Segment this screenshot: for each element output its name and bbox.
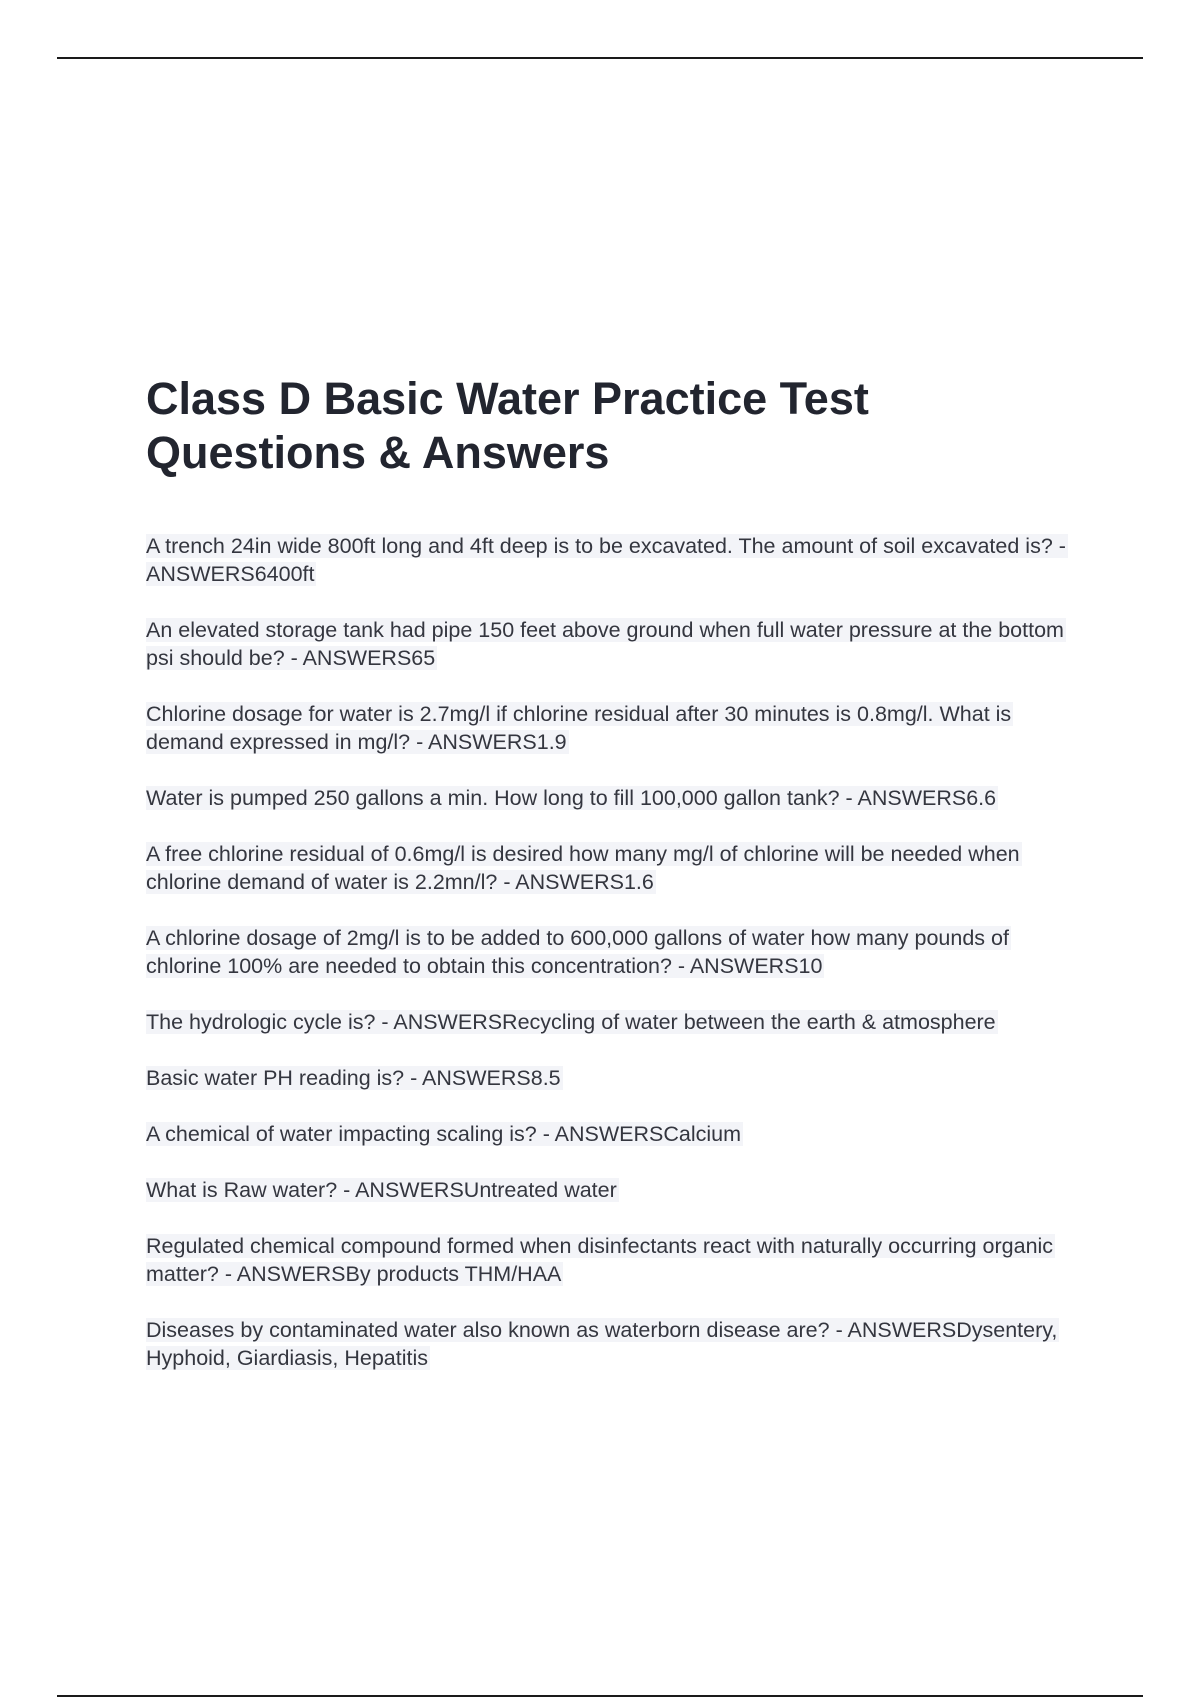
bottom-rule: [57, 1695, 1143, 1697]
qa-item: [146, 1064, 1086, 1092]
qa-item: [146, 1232, 1086, 1288]
qa-text: A chlorine dosage of 2mg/l is to be added to 600,000 gallons of water how many pounds of chlorine 100% are needed to obtain this concentration? - ANSWERS10: [146, 926, 1009, 978]
qa-text: Diseases by contaminated water also known as waterborn disease are? - ANSWERSDysentery, Hyphoid, Giardiasis, Hepatitis: [146, 1318, 1058, 1370]
qa-text: A trench 24in wide 800ft long and 4ft deep is to be excavated. The amount of soil excavated is? - ANSWERS6400ft: [146, 534, 1066, 586]
qa-text: The hydrologic cycle is? - ANSWERSRecycling of water between the earth & atmosphere: [146, 1010, 996, 1034]
qa-item: [146, 924, 1086, 980]
qa-text: Regulated chemical compound formed when disinfectants react with naturally occurring organic matter? - ANSWERSBy products THM/HAA: [146, 1234, 1054, 1286]
document-body: [146, 372, 1086, 1400]
qa-item: [146, 1008, 1086, 1036]
top-rule: [57, 57, 1143, 59]
qa-text: An elevated storage tank had pipe 150 feet above ground when full water pressure at the bottom psi should be? - ANSWERS65: [146, 618, 1064, 670]
qa-item: [146, 616, 1086, 672]
qa-item: [146, 840, 1086, 896]
qa-item: [146, 700, 1086, 756]
qa-list: [146, 532, 1086, 1372]
document-title: Class D Basic Water Practice Test Questions & Answers: [146, 373, 869, 478]
qa-item: [146, 1316, 1086, 1372]
qa-item: [146, 532, 1086, 588]
qa-text: Chlorine dosage for water is 2.7mg/l if chlorine residual after 30 minutes is 0.8mg/l. What is demand expressed in mg/l? - ANSWERS1.9: [146, 702, 1012, 754]
qa-item: [146, 1176, 1086, 1204]
qa-item: [146, 1120, 1086, 1148]
qa-item: [146, 784, 1086, 812]
qa-text: Basic water PH reading is? - ANSWERS8.5: [146, 1066, 561, 1090]
qa-text: What is Raw water? - ANSWERSUntreated water: [146, 1178, 617, 1202]
qa-text: A free chlorine residual of 0.6mg/l is desired how many mg/l of chlorine will be needed when chlorine demand of water is 2.2mn/l? - ANSWERS1.6: [146, 842, 1020, 894]
qa-text: A chemical of water impacting scaling is? - ANSWERSCalcium: [146, 1122, 742, 1146]
qa-text: Water is pumped 250 gallons a min. How long to fill 100,000 gallon tank? - ANSWERS6.6: [146, 786, 997, 810]
